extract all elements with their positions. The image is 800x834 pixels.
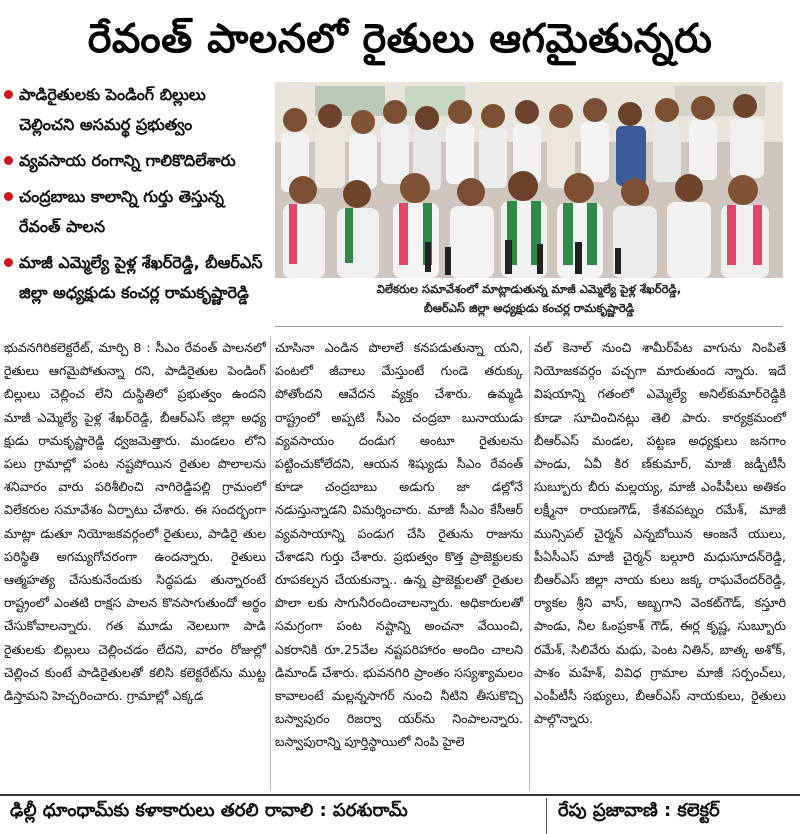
column-divider [270,336,271,791]
highlight-text: పాడిరైతులకు పెండింగ్ బిల్లులు చెల్లించని అసమర్థ ప్రభుత్వం [19,85,206,134]
highlight-text: వ్యవసాయ రంగాన్ని గాలికొదిలేశారు [19,151,236,170]
article-column-1 [4,336,266,707]
column-divider [529,336,530,791]
bullet-dot-icon [4,156,13,165]
bullet-dot-icon [4,192,13,201]
bullet-dot-icon [4,258,13,267]
highlight-item [4,146,266,176]
photo-caption [275,280,783,324]
page-headline [0,0,800,78]
caption-line: విలేకరుల సమావేశంలో మాట్లాడుతున్న మాజీ ఎమ్మెల్యే పైళ్ల శేఖర్‌రెడ్డి, [376,282,682,296]
press-meet-photo [275,82,783,278]
highlight-item [4,248,266,308]
headline-text: రేవంత్ పాలనలో రైతులు ఆగమైతున్నరు [87,16,713,62]
article-text: భువనగిరికలెక్టరేట్, మార్చి 8 : సీఎం రేవంత్ పాలనలో రైతులు ఆగమైపోతున్నా రని, పాడిరైతుల పెండింగ్ బిల్లులు చెల్లించ లేని దుస్థితిలో ప్రభుత్వం ఉందని మాజీ ఎమ్మెల్యే పైళ్ల శేఖర్‌రెడ్డి, బీఆర్ఎస్ జిల్లా అధ్య క్షుడు రామకృష్ణారెడ్డి ధ్వజమెత్తారు. మండలం లోని పలు గ్రామాల్లో పంట నష్టపోయిన రైతుల పొలాలను శనివారం వారు పరిశీలించి నాగిరెడ్డిపల్లి గ్రామంలో విలేకరుల సమావేశం ఏర్పాటు చేశారు. ఈ సందర్భంగా మాట్లా డుతూ నియోజకవర్గంలో రైతులు, పాడిరై తుల పరిస్థితి అగమ్యగోచరంగా ఉందన్నారు. రైతులు ఆత్మహత్య చేసుకునేందుకు సిద్ధపడు తున్నారంటే రాష్ట్రంలో ఎంతటి రాక్షస పాలన కొనసాగుతుందో అర్థం చేసుకోవాలన్నారు. గత మూడు నెలలుగా పాడి రైతులకు బిల్లులు చెల్లించడం లేదని, వారం రోజుల్లో చెల్లించ కుంటే పాడిరైతులతో కలిసి కలెక్టరేట్‌ను ముట్ట డిస్తామని హెచ్చరించారు. గ్రామాల్లో ఎక్కడ [4,340,266,704]
section-divider [0,794,800,796]
article-column-3 [534,336,786,730]
next-article-headline-right: రేపు ప్రజావాణి : కలెక్టర్ [558,800,720,821]
bullet-dot-icon [4,90,13,99]
next-article-headline: ఢిల్లీ ధూంధామ్‌కు కళాకారులు తరలి రావాలి : పరశురామ్ [10,800,408,821]
highlight-item [4,182,266,242]
headline-separator [546,798,547,834]
article-column-2 [275,336,523,754]
highlight-text: చంద్రబాబు కాలాన్ని గుర్తు తెస్తున్న రేవంత్ పాలన [19,187,224,236]
highlights-list [4,80,266,314]
highlight-text: మాజీ ఎమ్మెల్యే పైళ్ల శేఖర్‌రెడ్డి, బీఆర్ఎస్ జిల్లా అధ్యక్షుడు కంచర్ల రామకృష్ణారెడ్డి [19,253,263,302]
caption-line: బీఆర్ఎస్ జిల్లా అధ్యక్షుడు కంచర్ల రామకృష్ణారెడ్డి [423,301,635,315]
highlight-item [4,80,266,140]
article-text: చూసినా ఎండిన పొలాలే కనపడుతున్నా యని, పంటలో జీవాలు మేస్తుంటే గుండె తరుక్కు పోతోందని ఆవేదన వ్యక్తం చేశారు. ఉమ్మడి రాష్ట్రంలో అప్పటి సీఎం చంద్రబా బునాయుడు వ్యవసాయం దండుగ అంటూ రైతులను పట్టించుకోలేదని, ఆయన శిష్యుడు సీఎం రేవంత్ కూడా చంద్రబాబు అడుగు జా డల్లోనే నడుస్తున్నాడని విమర్శించారు. మాజీ సీఎం కేసీఆర్ వ్యవసాయాన్ని పండుగ చేసి రైతును రాజును చేశాడని గుర్తు చేశారు. ప్రభుత్వం కొత్త ప్రాజెక్టులకు రూపకల్పన చేయకున్నా.. ఉన్న ప్రాజెక్టులతో రైతుల పొలా లకు సాగునీరందించాలన్నారు. అధికారులతో సమగ్రంగా పంట నష్టాన్ని అంచనా వేయించి, ఎకరానికి రూ.25వేల నష్టపరిహారం అందిం చాలని డిమాండ్ చేశారు. భువనగిరి ప్రాంతం సస్యశ్యామలం కావాలంటే మల్లన్నసాగర్ నుంచి నీటిని తీసుకొచ్చి బస్వాపురం రిజర్వా యర్‌ను నింపాలన్నారు. బస్వాపురాన్ని పూర్తిస్థాయిలో నింపి హైలె [275,340,523,750]
caption-divider [275,326,783,327]
article-text: వల్ కెనాల్ నుంచి శామీర్‌పేట వాగును నింపితే నియోజకవర్గం పచ్చగా మారుతుంద న్నారు. ఇదే విషయాన్ని గతంలో ఎమ్మెల్యే అనిల్‌కుమార్‌రెడ్డికి కూడా సూచించినట్లు తెలి పారు. కార్యక్రమంలో బీఆర్ఎస్ మండల, పట్టణ అధ్యక్షులు జనగాం పాండు, ఏవీ కిర ణ్‌కుమార్, మాజీ జడ్పీటీసీ సుబ్బూరు బీరు మల్లయ్య, మాజీ ఎంపీపీలు అతికం లక్ష్మీనా రాయణగౌడ్, కేశవపట్నం రమేశ్, మాజీ మున్సిపల్ చైర్మన్ ఎన్నబోయిన ఆంజనే యులు, పీఏసీఎస్ మాజీ చైర్మన్ బల్గూరి మధుసూదన్‌రెడ్డి, బీఆర్ఎస్ జిల్లా నాయ కులు జక్క రాఘవేందర్‌రెడ్డి, ర్యాకల శ్రీని వాస్, అబ్బగాని వెంకట్‌గౌడ్, కస్తూరి పాండు, నీల ఓంప్రకాశ్ గౌడ్, ఈర్ల కృష్ణ, సుబ్బూరు రమేశ్, సిలివేరు మధు, పెంట నితిన్, బాత్క అశోక్, పాశం మహేశ్, వివిధ గ్రామాల మాజీ సర్పంచ్‌లు, ఎంపీటీసీ సభ్యులు, బీఆర్ఎస్ నాయకులు, రైతులు పాల్గొన్నారు. [534,340,786,727]
group-photo-illustration [275,82,783,278]
